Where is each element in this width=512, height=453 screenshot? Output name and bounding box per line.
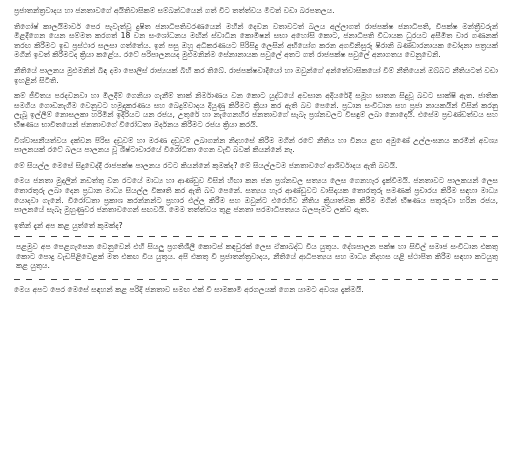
question-heading: ඉතින් දැන් අප කළ යුත්තේ කුමක්ද?: [14, 220, 123, 230]
paragraph-1: ප්‍රජාතන්ත්‍රවාදය හා ජනතාවගේ අයිතිවාසිකම් සම්බන්ධයෙන් ගත් විට තත්ත්වය මීටත් වඩා බරපතලය.: [14, 6, 335, 15]
boxed-text: පළමුව අප පෙළගැසෙන වෙනුවෙන් එහි සියලු ප්‍රගතිශීලී කොටස් කඳවුරක් ලෙස ඒකාබද්ධ විය යුතුය. දේශපාලන පක්ෂ හා සිවිල් සමාජ සංවිධාන එකතු කොට පොදු වැඩපිළිවෙළක් මත එකඟ විය යුතුය. අපි එකතු වී ප්‍රජාතන්ත්‍රවාදය, නීතියේ ආධිපත්‍යය සහ මාධ්‍ය නිදහස යළි ස්ථාපිත කිරීම සඳහා කටයුතු කළ යුතුය.: [16, 242, 498, 271]
dashed-divider-bottom: [14, 277, 498, 281]
closing-paragraph: මෙය අපට පෙර මෙසේ සඳහන් කළ පරිදි ජනතාව සමඟ එක් වී සාමකාමී අරගලයක් ගෙන යාමට අවශ්‍ය දැක්මයි.: [14, 285, 364, 295]
paragraph-4: කම් ජීවිතය පරදවනවා හා මිලදීම් ගෙනියා ගැනීම් තාක් නිර්මාණය වන කොට යුද්ධයේ අවසාන අදියරේදී සමූහ ඝාතන සිදුවූ බවට සාක්ෂි ඇත. ජාතික සමගිය ගොඩනැගීම වෙනුවට හමුදාකරණය සහ බෙදුම්වාදය දියුණු කිරීමට ක්‍රියා කර ඇති බව පෙනේ. ප්‍රධාන සංවිධාන සහ ප්‍රජා නායකයින් විසින් කරනු ලැබූ ඉල්ලීම් නොසලකා හරිමින් ඉදිරියට යන රජය, උතුරේ හා නැගෙනහිර ජනතාවගේ සැබෑ ප්‍රශ්නවලට විසඳුම් ලබා නොදෙයි. එසේම ප්‍රචණ්ඩත්වය සහ භීෂණය භාවිතයෙන් ජනතාවගේ විරෝධතා මර්දනය කිරීමට රජය ක්‍රියා කරයි.: [14, 91, 498, 129]
paragraph-3: නීතියේ පාලනය මුළුමනින් බිඳ දමා පොලිස් රාජ්‍යයක් බිහි කර තිබේ. රාජපක්ෂවාදියෝ හා ඔවුන්ගේ අන්තේවාසිකයෝ වීම් නීතියෙන් ඔබ්බට නීතියටත් වඩා ඉහළින් සිටිති.: [14, 65, 498, 85]
paragraph-2: තිගෝෂ් කාලයිමාවර් පෙර පැවැත්වූ දුෂිත ජනාධිපතිවරණයෙන් මහින් දෙවන වතාවටත් බලය අල්ලාගත් රාජපක්ෂ ජනාධිපති, විපක්ෂ මන්ත්‍රීවරුන් මිළදීගෙන යෙන සම්මත කරගත් 18 වන සංශෝධනය මඟින් ස්වාධීන කොමිෂන් සභා අහෝසි කොට, ජනාධිපති විධායක ධුරයට අසීමිත වාර ගණනක් තරඟ කිරීමට ඉඩ ප්‍රස්ථාර සලසා ගත්තේය. ඉන් පසු ඔහු අධිකරණයට පිරිසිදු ලෙසින් අභියෝග කරන අගවිනිසුරු ෂිරානි බණ්ඩාරනායක චෝදනා පත්‍රයක් මගින් ඉවත් කිරීමටද ක්‍රියා කළේය. රටේ පරිපාලනයද මුළුමනින්ම සේනානායක පවුලේ අතට ගත් රාජපක්ෂ පවුලේ අනාගතය වෙනුවෙනි.: [14, 21, 498, 60]
paragraph-6: මේ සියල්ල මෙසේ සිදුවෙද්දී රාජපක්ෂ පාලනය රටට කියන්නේ කුමක්ද? මේ සියල්ලටම ජනතාවගේ ආශිර්වාදය ඇති බවයි.: [14, 160, 398, 170]
paragraph-7: මෙය ජනතා මුදලින් නඩත්තු වන රටයේ මාධ්‍ය හා ආණ්ඩුව විසින් හිඟා කන ජන ප්‍රශ්නවල සත්‍යය ලෙස ගෙනහැර දැක්වීමයි. ජනතාවට පාලකයන් ලෙස තොරතුරු ලබා දෙන ප්‍රධාන මාධ්‍ය සියල්ල විකෘති කර ඇති බව පෙනේ. සත්‍යය හැර ආණ්ඩුවට වාසිදායක තොරතුරු පමණක් ප්‍රචාරය කිරීම සඳහා මාධ්‍ය යොදවා ගැනේ. විරෝධතා ප්‍රකාශ කරන්නන්ට ප්‍රහාර එල්ල කිරීම සහ ඔවුන්ට එරෙහිව නීතිය ක්‍රියාත්මක කිරීම මගින් භීෂණය පතුරුවා හරින රජය, පාලනයේ සැබෑ මුහුණුවර ජනතාවගෙන් සඟවයි. මෙම තත්ත්වය තුළ ජනතා පරමාධිපත්‍යය බලපෑමට ලක්ව ඇත.: [14, 176, 498, 215]
paragraph-5: විශ්වාසනීයත්වය දක්වන පිරිස දඩුවම් හා මරණ දඩුවම් ලබාගන්න නිදහසේ කිරීම මගින් රටේ නීතිය හා විනය ළඟ අමුණේ උල්ලංඝනය කරමින් අවශ්‍ය පාලනයක් රටේ බලය පාලනය වූ ශිෂ්ටාචාරයේ විරෝධීතා ගෙන වැඩි බවක් කියන්නේ නෑ.: [14, 135, 498, 155]
dashed-divider-top: [14, 234, 498, 238]
